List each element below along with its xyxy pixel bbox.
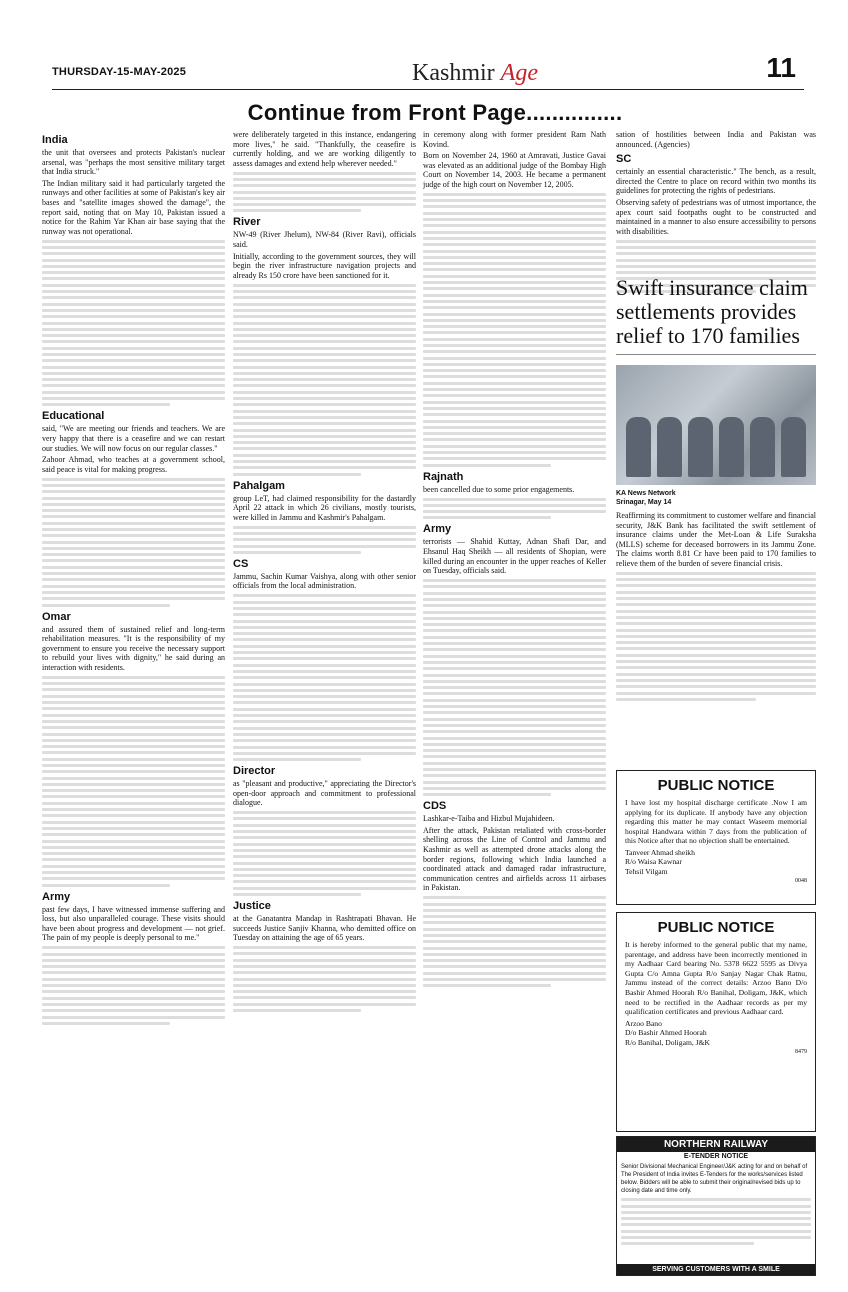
heading-cs: CS bbox=[233, 557, 249, 570]
signatory-relation: D/o Bashir Ahmed Hoorah bbox=[625, 1028, 707, 1038]
masthead-logo bbox=[412, 60, 538, 87]
page-header bbox=[52, 40, 804, 90]
photo-people bbox=[626, 417, 806, 477]
column-3 bbox=[423, 130, 606, 1230]
paragraph: were deliberately targeted in this instance, endangering more lives," he said. "Thankfully, the ceasefire is currently holding, and we are working diligently to assess damages and extend help wherever needed." bbox=[233, 130, 416, 168]
text-block bbox=[42, 676, 225, 887]
paragraph: at the Ganatantra Mandap in Rashtrapati Bhavan. He succeeds Justice Sanjiv Khanna, who demitted office on Tuesday on attaining the age of 65 years. bbox=[233, 914, 416, 943]
signatory-relation: R/o Waisa Kawnar bbox=[625, 857, 683, 867]
issue-date: THURSDAY-15-MAY-2025 bbox=[52, 66, 187, 78]
paragraph: past few days, I have witnessed immense suffering and loss, but also unparalleled courage. These visits should have been about progress and development — not grief. The pain of my people is deeply personal to me." bbox=[42, 904, 225, 943]
news-photo bbox=[616, 365, 816, 485]
logo-accent: Age bbox=[500, 60, 538, 86]
logo-main: Kashmir bbox=[412, 60, 501, 86]
heading-cds: CDS bbox=[423, 800, 447, 813]
heading-river: River bbox=[233, 216, 261, 229]
paragraph: group LeT, had claimed responsibility for the dastardly April 22 attack in which 26 civilians, mostly tourists, were killed in Jammu and Kashmir's Pahalgam. bbox=[233, 493, 416, 522]
notice-title: PUBLIC NOTICE bbox=[657, 919, 775, 936]
heading-omar: Omar bbox=[42, 610, 71, 623]
heading-army: Army bbox=[42, 890, 71, 903]
paragraph: NW-49 (River Jhelum), NW-84 (River Ravi), officials said. bbox=[233, 230, 416, 250]
paragraph: terrorists — Shahid Kuttay, Adnan Shafi Dar, and Ehsanul Haq Sheikh — all residents of Shopian, were killed during an encounter in the upper reaches of Keller on Tuesday, officials said. bbox=[423, 537, 606, 576]
text-block bbox=[233, 946, 416, 1012]
signatory-place: Tehsil Vilgam bbox=[625, 866, 668, 876]
heading-justice: Justice bbox=[233, 900, 271, 913]
column-2 bbox=[233, 130, 416, 1230]
paragraph: After the attack, Pakistan retaliated with cross-border shelling across the Line of Control and Jammu and Kashmir as well as attempted drone attacks along the border regions, following which India launched a coordinated attack and damaged radar infrastructure, communication centres and airfields across 11 airbases in Pakistan. bbox=[423, 825, 606, 893]
text-block bbox=[423, 896, 606, 987]
heading-army: Army bbox=[423, 523, 452, 536]
paragraph: Initially, according to the government sources, they will begin the river infrastructure navigation projects and already Rs 150 crore have been sanctioned for it. bbox=[233, 251, 416, 280]
text-block bbox=[423, 579, 606, 796]
notice-body: It is hereby informed to the general public that my name, parentage, and address have been incorrectly mentioned in my Aadhaar Card bearing No. 5378 6622 5595 as Divya Gupta C/o Amna Gupta R/o Sanjay Nagar Chak Ratnu, Jammu instead of the correct details: Arzoo Bano D/o Bashir Ahmed Hoorah R/o Banihal, Doligam, J&K, which need to be rectified in the Aadhaar records as per my qualification certificates and previous Aadhaar card. bbox=[625, 940, 807, 1017]
railway-slogan: SERVING CUSTOMERS WITH A SMILE bbox=[617, 1264, 815, 1275]
text-block bbox=[42, 240, 225, 407]
byline bbox=[616, 489, 816, 507]
railway-title: NORTHERN RAILWAY bbox=[617, 1137, 815, 1152]
notice-signature bbox=[625, 848, 807, 876]
text-block bbox=[233, 811, 416, 896]
paragraph: as "pleasant and productive," appreciating the Director's open-door approach and commitment to professional dialogue. bbox=[233, 779, 416, 808]
byline-agency: KA News Network bbox=[616, 490, 676, 497]
tender-subtitle: E-TENDER NOTICE bbox=[683, 1153, 749, 1160]
paragraph: Reaffirming its commitment to customer welfare and financial security, J&K Bank has facilitated the swift settlement of insurance claims under the Met-Loan & Life Suraksha (MLLS) scheme for deceased borrowers in its Jammu Zone. The claims worth 8.81 Cr have been paid to 170 families to relieve them of the burden of severe financial crisis. bbox=[616, 511, 817, 568]
heading-pahalgam: Pahalgam bbox=[233, 479, 285, 492]
section-banner: Continue from Front Page............... bbox=[247, 100, 623, 125]
heading-educational: Educational bbox=[42, 410, 105, 423]
tender-body bbox=[617, 1161, 815, 1251]
paragraph: Zahoor Ahmad, who teaches at a government school, said peace is vital for making progress. bbox=[42, 455, 225, 474]
public-notice-2 bbox=[616, 912, 816, 1132]
signatory-name: Tanveer Ahmad sheikh bbox=[625, 847, 695, 857]
paragraph: been cancelled due to some prior engagements. bbox=[423, 484, 575, 494]
byline-dateline: Srinagar, May 14 bbox=[616, 499, 672, 506]
heading-rajnath: Rajnath bbox=[423, 470, 464, 483]
text-block bbox=[233, 594, 416, 761]
text-block bbox=[423, 498, 606, 520]
text-block bbox=[423, 193, 606, 467]
text-block bbox=[233, 172, 416, 213]
article-body bbox=[616, 511, 816, 701]
notice-code: 8479 bbox=[795, 1048, 807, 1055]
paragraph: The Indian military said it had particularly targeted the runways and other facilities at some of Pakistan's key air bases and "satellite images showed the damage", the report said, noting that on May 10, Pakistan issued a notice for the Rahim Yar Khan air base saying that the runway was not operational. bbox=[42, 178, 225, 236]
signatory-place: R/o Banihal, Doligam, J&K bbox=[625, 1037, 711, 1047]
text-block bbox=[42, 478, 225, 607]
notice-title: PUBLIC NOTICE bbox=[657, 777, 775, 794]
page-number: 11 bbox=[766, 52, 796, 83]
heading-director: Director bbox=[233, 765, 276, 778]
text-block bbox=[42, 946, 225, 1025]
public-notice-1 bbox=[616, 770, 816, 905]
swift-insurance-article bbox=[616, 276, 816, 686]
heading-india: India bbox=[42, 134, 68, 146]
paragraph: Born on November 24, 1960 at Amravati, Justice Gavai was elevated as an additional judge of the Bombay High Court on November 14, 2003. He became a permanent judge of the high court on November 12, 2005. bbox=[423, 151, 606, 189]
paragraph: the unit that oversees and protects Pakistan's nuclear arsenal, was "perhaps the most sensitive military target that India struck." bbox=[42, 148, 225, 177]
heading-sc: SC bbox=[616, 153, 632, 166]
paragraph: sation of hostilities between India and Pakistan was announced. (Agencies) bbox=[616, 130, 816, 149]
paragraph: Lashkar-e-Taiba and Hizbul Mujahideen. bbox=[423, 814, 555, 824]
notice-code: 0048 bbox=[795, 878, 807, 885]
tender-text: Senior Divisional Mechanical Engineer/J&K acting for and on behalf of The President of India invites E-Tenders for the works/services listed below. Bidders will be able to submit their original/revised bids up to closing date and time only. bbox=[621, 1164, 808, 1194]
paragraph: Jammu, Sachin Kumar Vaishya, along with other senior officials from the local administration. bbox=[233, 571, 416, 591]
column-1 bbox=[42, 130, 225, 1230]
paragraph: said, "We are meeting our friends and teachers. We are very happy that there is a ceasefire and we can restart our studies. We will now focus on our regular classes." bbox=[42, 424, 225, 453]
paragraph: and assured them of sustained relief and long-term rehabilitation measures. "It is the responsibility of my government to ensure you receive the necessary support to rebuild your lives with dignity," he said during an interaction with residents. bbox=[42, 624, 225, 672]
paragraph: certainly an essential characteristic." The bench, as a result, directed the Centre to place on record within two months its guidelines for protecting the rights of pedestrians. bbox=[616, 167, 816, 196]
notice-body: I have lost my hospital discharge certificate .Now I am applying for its duplicate. If anybody have any objection regarding this matter he may contact Waseem memorial hospital Handwara within 7 days from the publication of this Notice after that no objection shall be entertained. bbox=[625, 798, 807, 846]
railway-tender-ad bbox=[616, 1136, 816, 1276]
article-headline: Swift insurance claim settlements provides relief to 170 families bbox=[616, 276, 816, 355]
paragraph: Observing safety of pedestrians was of utmost importance, the apex court said footpaths ought to be constructed and maintained in a manner to also ensure accessibility to persons with disabilities. bbox=[616, 197, 816, 236]
text-block bbox=[233, 526, 416, 554]
text-block bbox=[233, 284, 416, 476]
signatory-name: Arzoo Bano bbox=[625, 1018, 662, 1028]
notice-signature bbox=[625, 1019, 807, 1047]
paragraph: in ceremony along with former president Ram Nath Kovind. bbox=[423, 130, 606, 149]
